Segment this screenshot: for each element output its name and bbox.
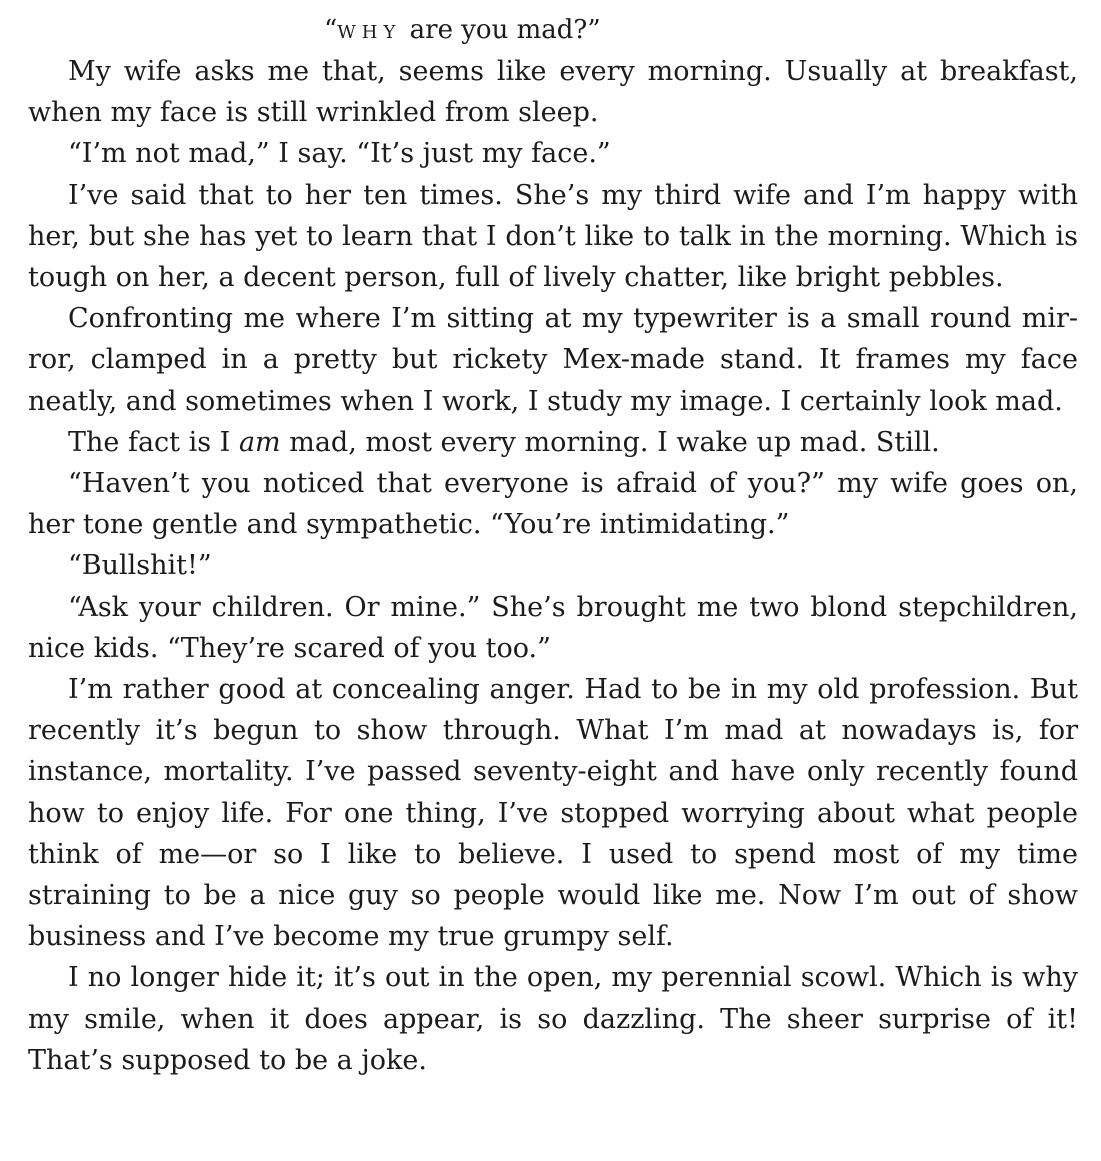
paragraph-2: “I’m not mad,” I say. “It’s just my face.” (68, 138, 611, 170)
paragraph-5-after: mad, most every morning. I wake up mad. Still. (280, 426, 940, 458)
book-page (28, 10, 1078, 1081)
opening-small-caps: WHY (337, 22, 402, 43)
paragraph-7: “Bullshit!” (68, 550, 212, 582)
paragraph-10: I no longer hide it; it’s out in the open, my perennial scowl. Which is why my smile, when it does appear, is so dazzling. The sheer surprise of it! That’s supposed to be a joke. (28, 962, 1078, 1076)
paragraph-4: Confronting me where I’m sitting at my typewriter is a small round mirror, clamped in a pretty but rickety Mex-made stand. It frames my face neatly, and sometimes when I work, I study my image. I certainly look mad. (28, 303, 1078, 417)
opening-rest: are you mad?” (401, 15, 601, 45)
paragraph-8: “Ask your children. Or mine.” She’s brought me two blond stepchildren, nice kids. “They’re scared of you too.” (28, 591, 1078, 664)
paragraph-9: I’m rather good at concealing anger. Had to be in my old profession. But recently it’s begun to show through. What I’m mad at nowadays is, for instance, mortality. I’ve passed seventy-eight and have only recently found how to enjoy life. For one thing, I’ve stopped worrying about what people think of me—or so I like to believe. I used to spend most of my time straining to be a nice guy so people would like me. Now I’m out of show business and I’ve become my true grumpy self. (28, 674, 1078, 953)
paragraph-5-emphasis: am (238, 426, 281, 458)
paragraph-5 (28, 422, 1078, 463)
opening-open-quote: “ (324, 15, 338, 45)
paragraph-5-before: The fact is I (68, 426, 239, 458)
chapter-opening-line (28, 10, 1078, 51)
paragraph-6: “Haven’t you noticed that everyone is afraid of you?” my wife goes on, her tone gentle and sympathetic. “You’re intimidating.” (28, 468, 1078, 541)
paragraph-3: I’ve said that to her ten times. She’s my third wife and I’m happy with her, but she has yet to learn that I don’t like to talk in the morning. Which is tough on her, a decent person, full of lively chatter, like bright pebbles. (28, 179, 1078, 294)
paragraph-1: My wife asks me that, seems like every morning. Usually at breakfast, when my face is still wrinkled from sleep. (28, 56, 1078, 129)
